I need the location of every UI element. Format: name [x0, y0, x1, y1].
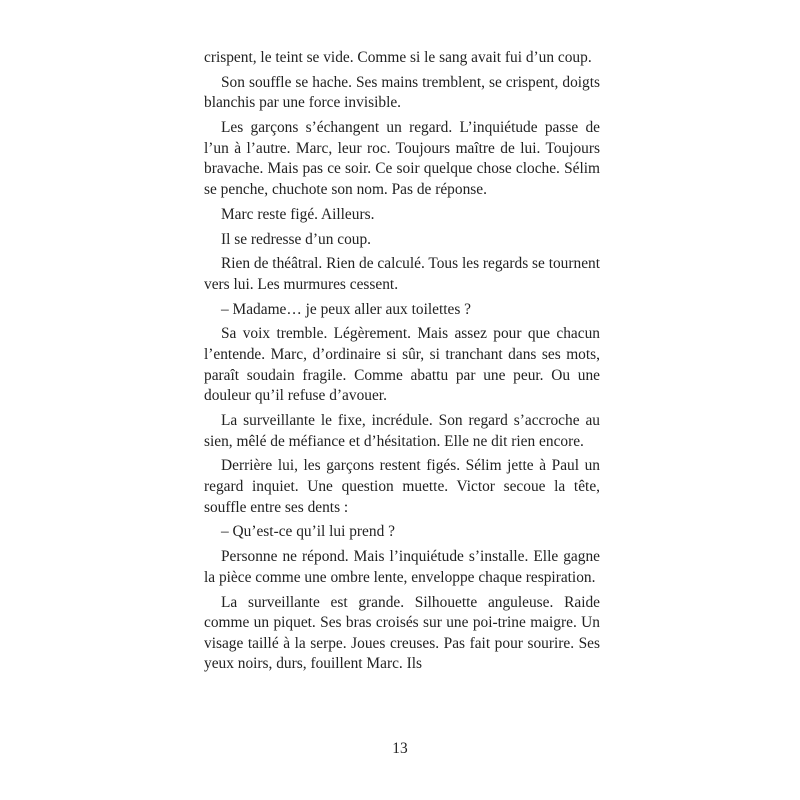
page-number: 13 [392, 740, 408, 757]
paragraph-3: Les garçons s’échangent un regard. L’inquiétude passe de l’un à l’autre. Marc, leur roc. Toujours maître de lui. Toujours bravache. Mais pas ce soir. Ce soir quelque chose cloche. Sélim se penche, chuchote son nom. Pas de réponse. [204, 119, 600, 198]
paragraph-4: Marc reste figé. Ailleurs. [221, 205, 375, 223]
paragraph-7-dialogue: – Madame… je peux aller aux toilettes ? [221, 300, 472, 318]
paragraph-13: La surveillante est grande. Silhouette anguleuse. Raide comme un piquet. Ses bras croisés sur une poi-trine maigre. Un visage taillé à la serpe. Joues creuses. Pas fait pour sourire. Ses yeux noirs, durs, fouillent Marc. Ils [204, 593, 600, 673]
paragraph-2: Son souffle se hache. Ses mains tremblent, se crispent, doigts blanchis par une force invisible. [204, 73, 600, 112]
page-body [204, 48, 600, 679]
paragraph-8: Sa voix tremble. Légèrement. Mais assez pour que chacun l’entende. Marc, d’ordinaire si sûr, si tranchant dans ses mots, paraît soudain fragile. Comme abattu par une peur. Ou une douleur qu’il refuse d’avouer. [204, 325, 600, 405]
paragraph-11-dialogue: – Qu’est-ce qu’il lui prend ? [221, 523, 395, 541]
paragraph-10: Derrière lui, les garçons restent figés. Sélim jette à Paul un regard inquiet. Une question muette. Victor secoue la tête, souffle entre ses dents : [204, 457, 600, 516]
paragraph-12: Personne ne répond. Mais l’inquiétude s’installe. Elle gagne la pièce comme une ombre lente, enveloppe chaque respiration. [204, 548, 600, 586]
paragraph-1: crispent, le teint se vide. Comme si le sang avait fui d’un coup. [204, 49, 592, 66]
paragraph-5: Il se redresse d’un coup. [221, 230, 372, 248]
paragraph-6: Rien de théâtral. Rien de calculé. Tous les regards se tournent vers lui. Les murmures cessent. [204, 255, 601, 293]
paragraph-9: La surveillante le fixe, incrédule. Son regard s’accroche au sien, mêlé de méfiance et d’hésitation. Elle ne dit rien encore. [204, 412, 600, 450]
